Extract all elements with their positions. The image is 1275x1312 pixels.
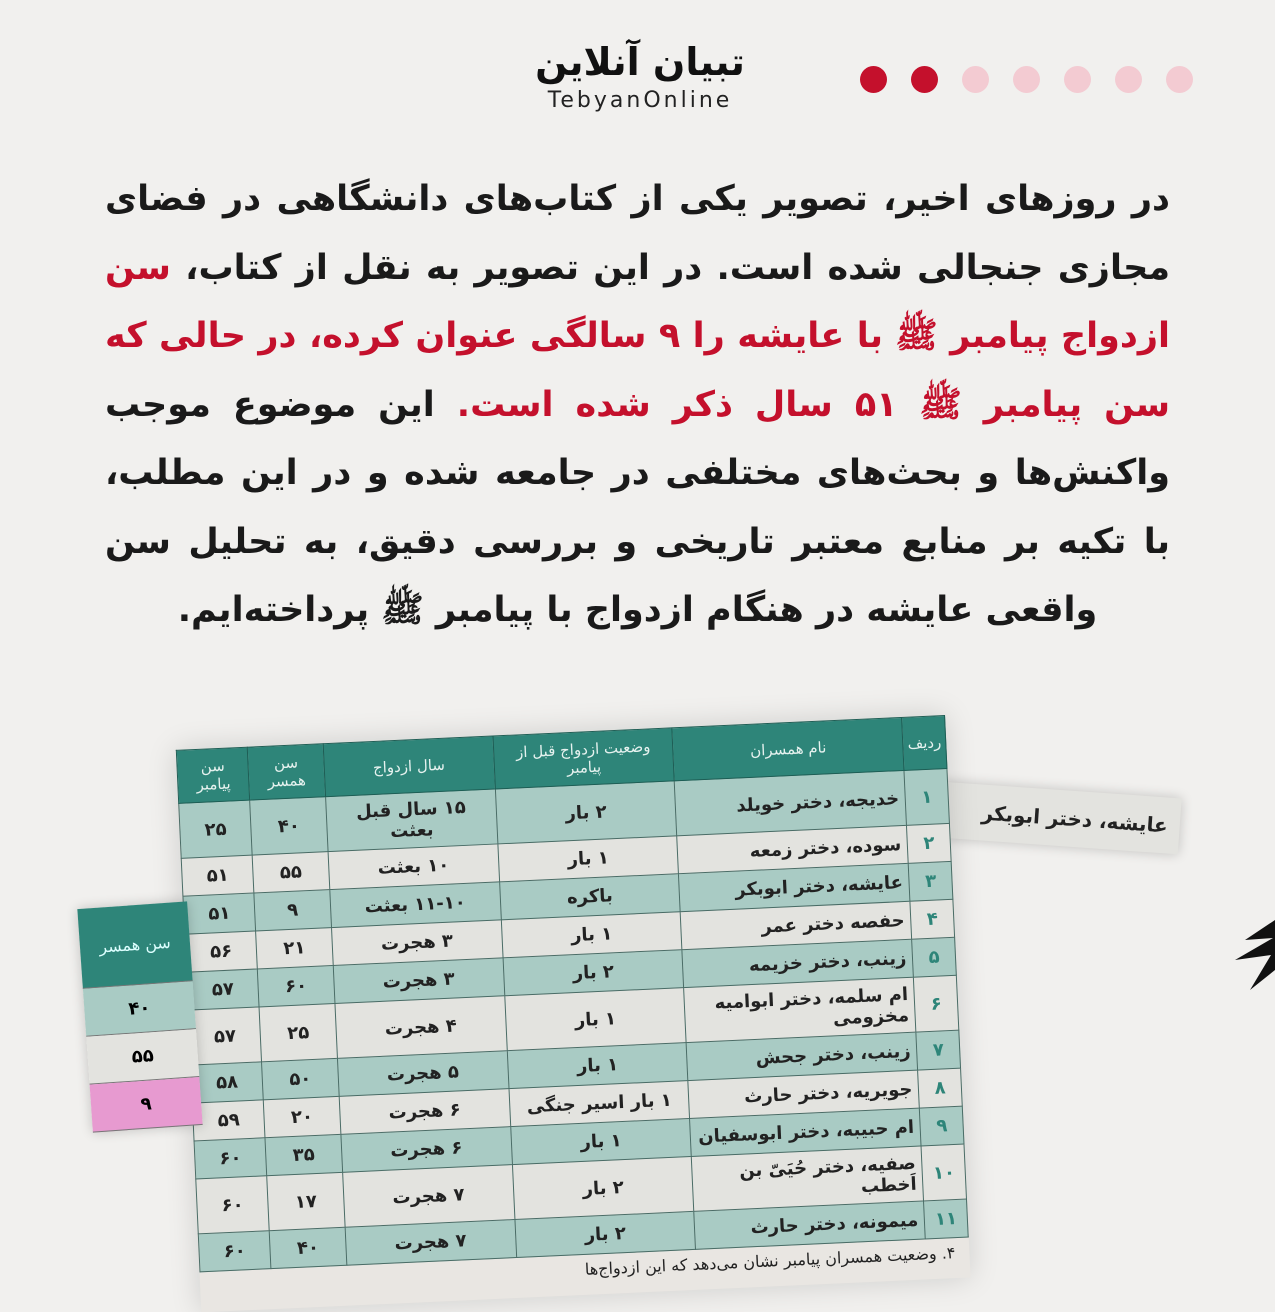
table-cell: باکره [499, 874, 680, 920]
table-cell: میمونه، دختر حارث [694, 1201, 925, 1249]
table-cell: ۱ بار اسیر جنگی [509, 1081, 690, 1127]
table-cell: صفیه، دختر حُیَیّ بن اَخطب [692, 1146, 924, 1211]
book-table-photo [176, 715, 971, 1312]
column-header: نام همسران [672, 717, 904, 780]
intro-text: در روزهای اخیر، تصویر یکی از کتاب‌های دانشگاهی در فضای مجازی جنجالی شده است. در این تصویر به نقل از کتاب، [105, 179, 1170, 288]
table-cell: زینب، دختر خزیمه [682, 939, 913, 987]
table-cell: ۶۰ [258, 966, 335, 1007]
table-cell: ۹ [920, 1106, 964, 1146]
table-cell: ۲ بار [503, 950, 684, 996]
brand-name-en: TebyanOnline [547, 88, 733, 113]
table-cell: ۴ [910, 899, 954, 939]
table-cell: ۲۵ [179, 800, 253, 858]
table-cell: ۵۵ [252, 852, 329, 893]
table-cell: ۶ هجرت [341, 1127, 513, 1173]
table-cell: ۳ [909, 861, 953, 901]
column-header: ردیف [902, 716, 947, 771]
table-cell: ۳۵ [265, 1134, 342, 1175]
table-cell: ۸ [918, 1068, 962, 1108]
brand-name-fa: تبیان آنلاین [535, 40, 745, 84]
table-cell: ۱۰ بعثت [328, 844, 500, 890]
table-cell: ۱ بار [498, 836, 679, 882]
column-header: سال ازدواج [323, 736, 495, 797]
table-cell: ۱۵ سال قبل بعثت [325, 789, 497, 852]
cutout-value: ۴۰ [83, 981, 196, 1037]
table-cell: ۱۰ [921, 1144, 966, 1201]
table-cell: ۷ هجرت [345, 1220, 517, 1266]
table-cell: ۵۹ [192, 1100, 265, 1141]
palm-tree-icon [1235, 920, 1275, 1030]
table-cell: ۱ بار [504, 988, 686, 1051]
table-cell: ۵۱ [181, 855, 254, 896]
pagination-dot[interactable] [1064, 66, 1091, 93]
table-cell: ۶۰ [196, 1176, 270, 1234]
table-cell: ۶ [914, 975, 959, 1032]
table-cell: ۵۶ [185, 931, 258, 972]
table-cell: جویریه، دختر حارث [688, 1070, 919, 1118]
table-cell: عایشه، دختر ابوبکر [679, 863, 910, 911]
table-footnote: ۴. وضعیت همسران پیامبر نشان می‌دهد که این ازدواج‌ها [584, 1243, 956, 1279]
table-cell: ۱۱-۱۰ بعثت [329, 882, 501, 928]
table-cell: ۱۱ [924, 1199, 968, 1239]
table-cell: ۳ هجرت [333, 958, 505, 1004]
table-cell: ۶۰ [198, 1231, 271, 1272]
column-header: وضعیت ازدواج قبل از پیامبر [493, 728, 675, 789]
table-cell: ۵۱ [183, 893, 256, 934]
brand-logo [520, 38, 760, 113]
highlight-text: سن ازدواج پیامبر ﷺ با عایشه را ۹ سالگی عنوان کرده، در حالی که سن پیامبر ﷺ ۵۱ سال ذکر شده است. [105, 247, 1170, 425]
table-cell: ۲ بار [495, 781, 677, 844]
slide-pagination [860, 66, 1193, 93]
table-cell: ۲۱ [256, 928, 333, 969]
table-cell: ۵ هجرت [337, 1051, 509, 1097]
spouses-table [176, 715, 969, 1272]
table-cell: ۷ هجرت [342, 1165, 514, 1228]
cutout-value: ۵۵ [86, 1029, 199, 1085]
table-cell: ۶۰ [194, 1138, 267, 1179]
pagination-dot[interactable] [1013, 66, 1040, 93]
pagination-dot[interactable] [911, 66, 938, 93]
pagination-dot[interactable] [962, 66, 989, 93]
rest-text: این موضوع موجب واکنش‌ها و بحث‌های مختلفی در جامعه شده و در این مطلب، با تکیه بر منابع معتبر تاریخی و بررسی دقیق، به تحلیل سن واقعی عایشه در هنگام ازدواج با پیامبر ﷺ پرداخته‌ایم. [105, 384, 1170, 630]
table-cell: ۱ بار [507, 1043, 688, 1089]
table-cell: ۲ [907, 823, 951, 863]
pagination-dot[interactable] [860, 66, 887, 93]
table-cell: ۲ بار [512, 1156, 694, 1219]
cutout-value-highlight: ۹ [90, 1077, 203, 1133]
table-cell: ۵۷ [188, 1007, 262, 1065]
table-cell: ۵۷ [186, 969, 259, 1010]
table-cell: خدیجه، دختر خویلد [675, 770, 907, 835]
table-cell: ۵ [912, 937, 956, 977]
article-paragraph [105, 165, 1170, 645]
table-cell: ام سلمه، دختر ابوامیه مخزومی [684, 977, 916, 1042]
table-cell: سوده، دختر زمعه [677, 825, 908, 873]
table-cell: ام حبیبه، دختر ابوسفیان [690, 1108, 921, 1156]
table-cell: ۹ [254, 890, 331, 931]
table-cell: ۵۰ [262, 1058, 339, 1099]
cutout-aisha-name: عایشه، دختر ابوبکر [938, 782, 1181, 855]
table-cell: حفصه دختر عمر [681, 901, 912, 949]
cutout-header: سن همسر [77, 901, 192, 988]
table-cell: ۴ هجرت [335, 996, 507, 1059]
table-cell: ۳ هجرت [331, 920, 503, 966]
table-cell: ۴۰ [250, 797, 328, 855]
table-cell: ۴۰ [269, 1227, 346, 1268]
table-cell: ۲۰ [264, 1096, 341, 1137]
table-cell: زینب، دختر جحش [686, 1032, 917, 1080]
table-cell: ۱۷ [267, 1172, 345, 1230]
pagination-dot[interactable] [1115, 66, 1142, 93]
column-header: سن همسر [248, 744, 326, 800]
cutout-spouse-age [77, 901, 202, 1132]
table-cell: ۲۵ [259, 1003, 337, 1061]
pagination-dot[interactable] [1166, 66, 1193, 93]
table-cell: ۱ بار [501, 912, 682, 958]
table-cell: ۶ هجرت [339, 1089, 511, 1135]
column-header: سن پیامبر [176, 747, 250, 803]
table-cell: ۱ بار [510, 1118, 691, 1164]
table-cell: ۱ [904, 768, 949, 825]
table-cell: ۲ بار [515, 1211, 696, 1257]
table-cell: ۷ [916, 1030, 960, 1070]
table-cell: ۵۸ [191, 1062, 264, 1103]
